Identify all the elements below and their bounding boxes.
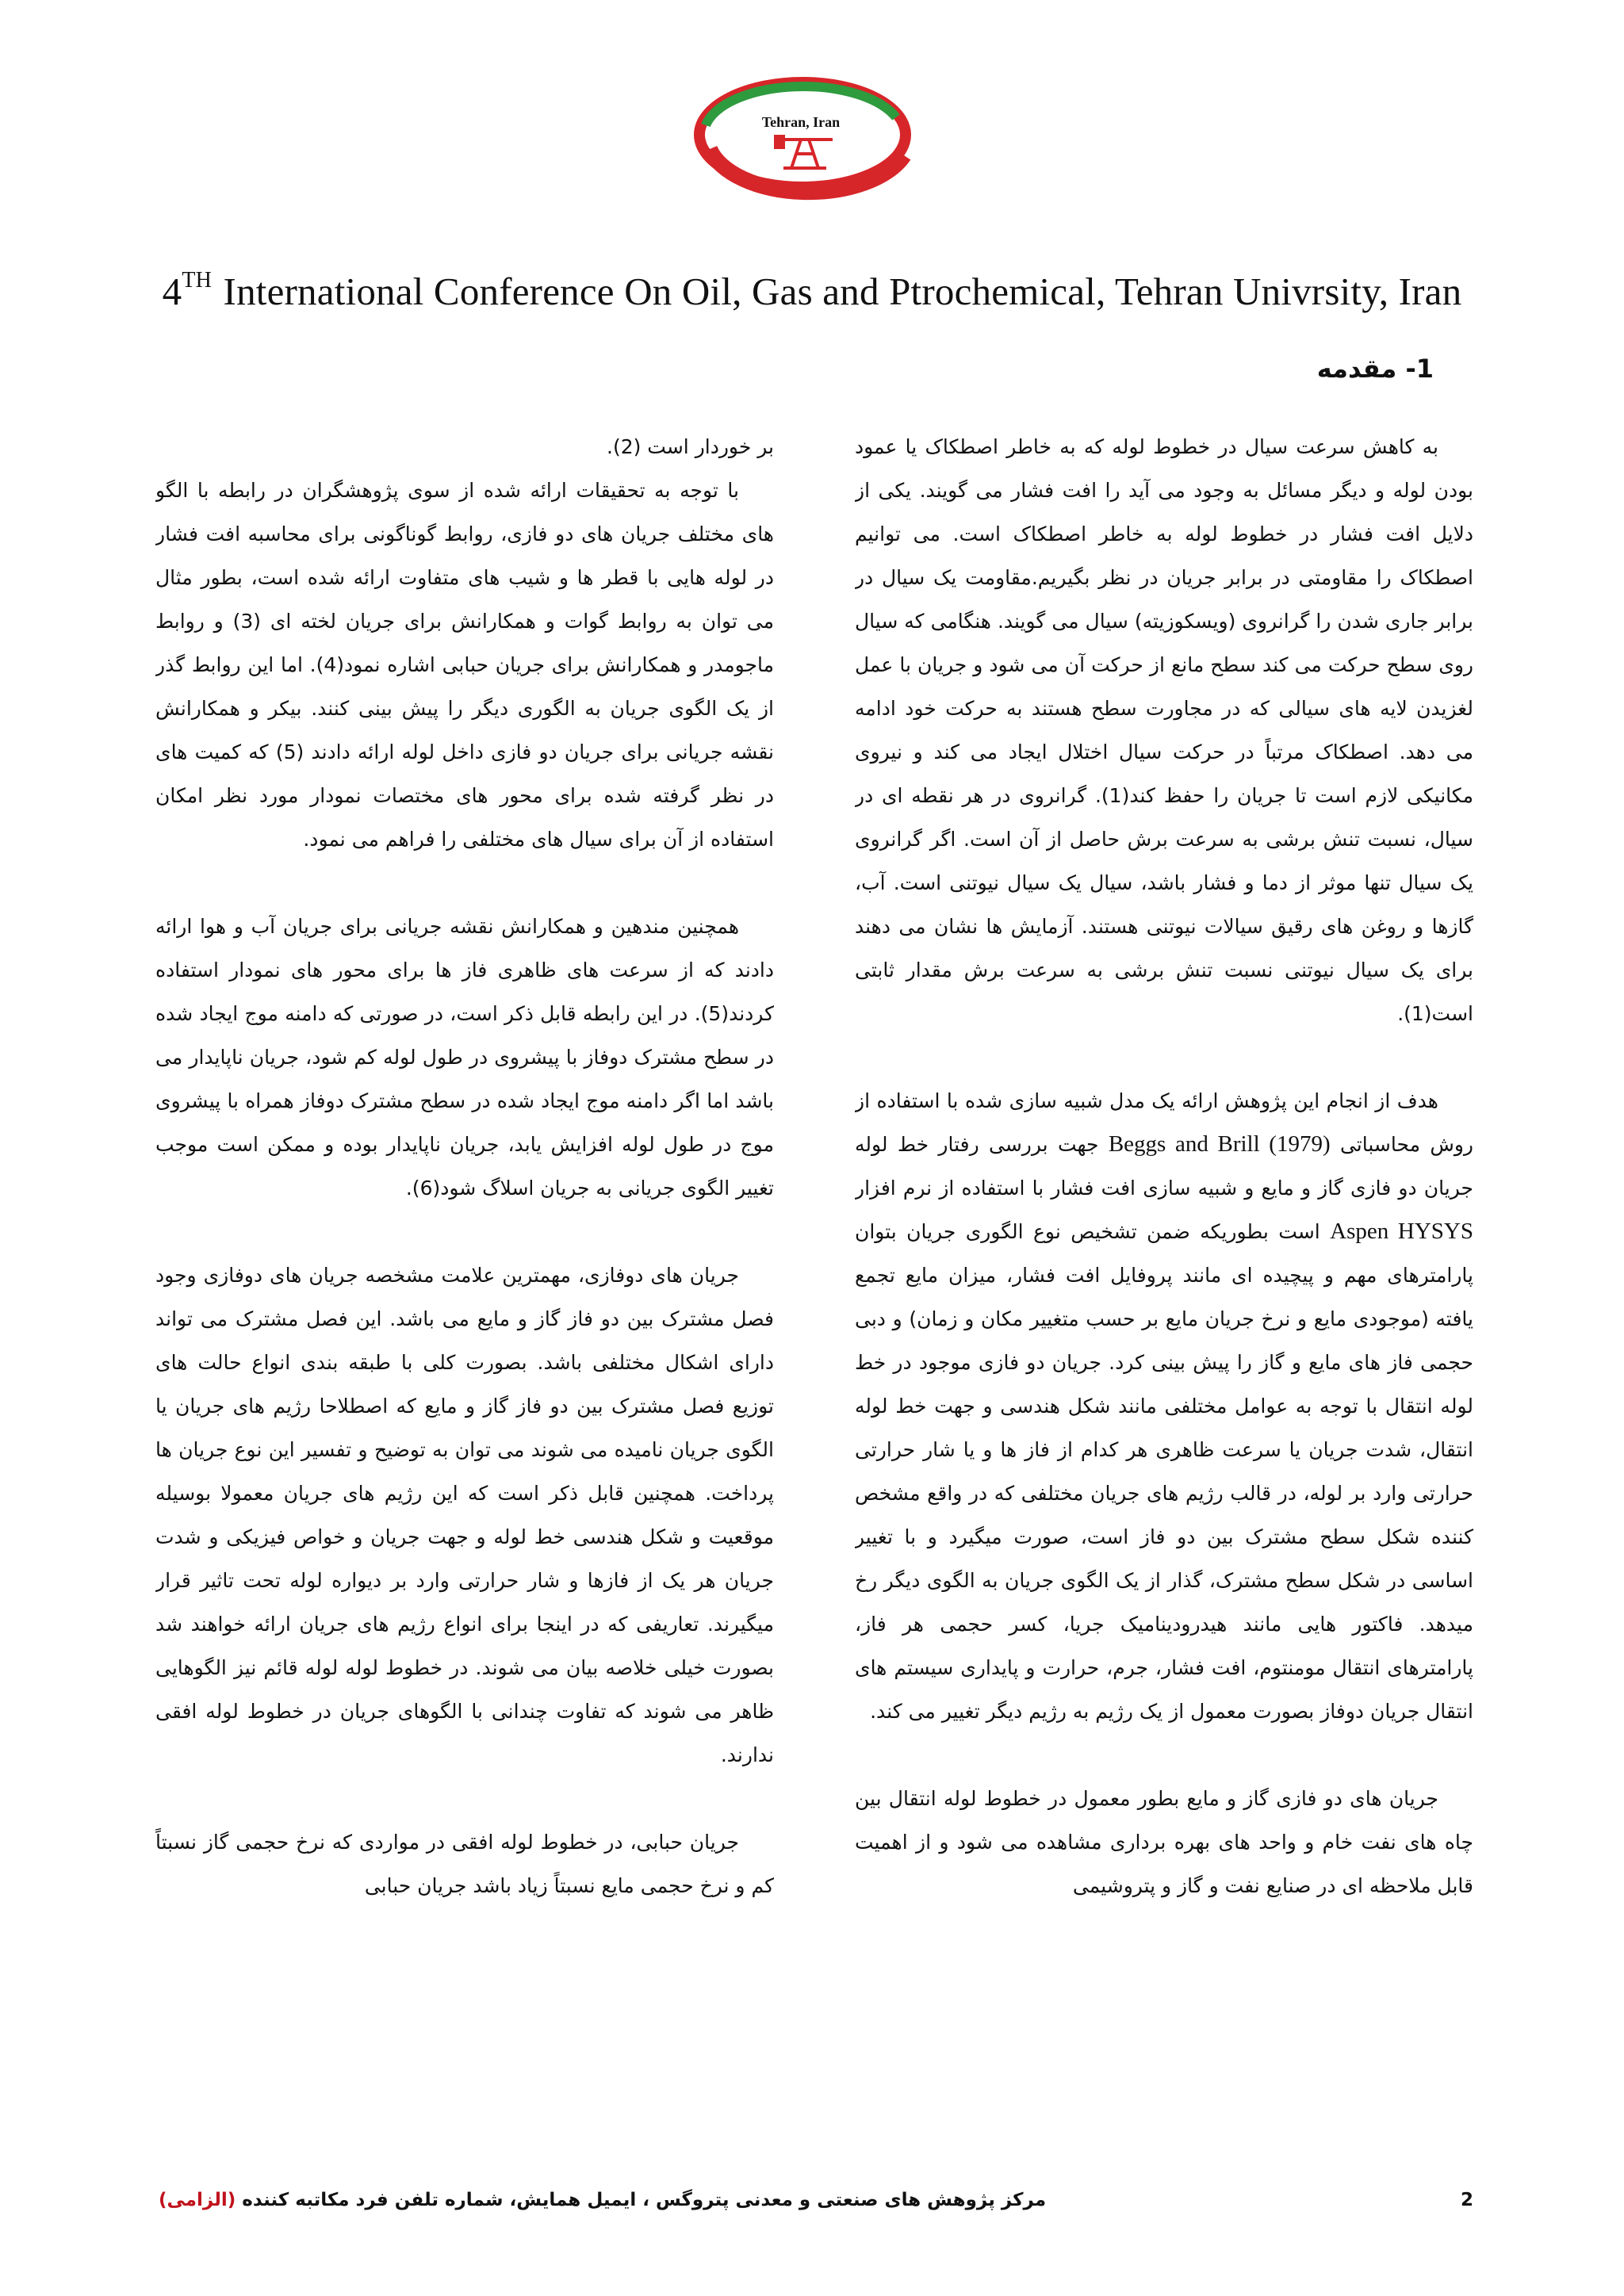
text-run: است بطوریکه ضمن تشخیص نوع الگوری جریان بتوان پارامترهای مهم و پیچیده ای مانند پروفایل افت فشار، میزان مایع تجمع یافته (موجودی مایع و نرخ جریان مایع بر حسب متغییر مکان و زمان) و دبی حجمی فاز های مایع و گاز را پیش بینی کرد. جریان دو فازی موجود در خط لوله انتقال با توجه به عوامل مختلفی مانند شکل هندسی و جهت خط لوله انتقال، شدت جریان یا سرعت ظاهری هر کدام از فاز ها و یا شار حرارتی حرارتی وارد بر لوله، در قالب رژیم های جریان مختلفی که در واقع مشخص کننده شکل سطح مشترک بین دو فاز است، صورت میگیرد و با تغییر اساسی در شکل سطح مشترک، گذار از یک الگوی جریان به الگوی دیگر رخ میدهد. فاکتور هایی مانند هیدرودینامیک جریا، کسر حجمی هر فاز، پارامترهای انتقال مومنتوم، افت فشار، جرم، حرارت و پایداری سیستم های انتقال جریان دوفاز بصورت معمول از یک رژیم به رژیم دیگر تغییر می کند. <box>855 1220 1473 1723</box>
text-run: جهت بررسی رفتار خط لوله جریان دو فازی گاز و مایع و شبیه سازی افت فشار با استفاده از نرم افزار <box>855 1133 1473 1200</box>
logo-text: Tehran, Iran <box>761 114 841 130</box>
footer-info: مرکز پژوهش های صنعتی و معدنی پتروگس ، ایمیل همایش، شماره تلفن فرد مکاتبه کننده <box>242 2190 1047 2210</box>
paragraph: همچنین مندهین و همکارانش نقشه جریانی برای جریان آب و هوا ارائه دادند که از سرعت های ظاهری فاز ها برای محور های نمودار استفاده کردند(5). در این رابطه قابل ذکر است، در صورتی که دامنه موج ایجاد شده در سطح مشترک دوفاز با پیشروی در طول لوله کم شود، جریان ناپایدار می باشد اما اگر دامنه موج ایجاد شده در سطح مشترک دوفاز همراه با پیشروی موج در طول لوله افزایش یابد، جریان ناپایدار بوده و ممکن است موجب تغییر الگوی جریانی به جریان اسلاگ شود(6). <box>155 915 774 1200</box>
conference-title-text: International Conference On Oil, Gas and Ptrochemical, Tehran Univrsity, Iran <box>223 270 1462 313</box>
paragraph <box>855 1079 1473 1733</box>
left-column <box>155 425 774 2042</box>
footer-text <box>159 2190 1046 2210</box>
section-heading: 1- مقدمه <box>1316 354 1434 384</box>
conference-title <box>0 268 1624 314</box>
paragraph: جریان های دو فازی گاز و مایع بطور معمول در خطوط لوله انتقال بین چاه های نفت خام و واحد های بهره برداری مشاهده می شود و از اهمیت قابل ملاحظه ای در صنایع نفت و گاز و پتروشیمی <box>855 1787 1473 1897</box>
text-run: هدف از انجام این پژوهش ارائه یک مدل شبیه سازی شده با استفاده از روش محاسباتی <box>855 1089 1473 1156</box>
page-footer <box>159 2190 1473 2210</box>
right-column <box>855 425 1473 2042</box>
method-name: Beggs and Brill (1979) <box>1108 1131 1331 1157</box>
conference-ordinal: TH <box>182 268 213 293</box>
conference-logo <box>682 62 920 220</box>
conference-number: 4 <box>162 270 182 313</box>
paragraph: بر خوردار است (2). <box>607 435 774 458</box>
footer-required: (الزامی) <box>159 2190 236 2210</box>
logo-graphic <box>682 62 920 220</box>
paragraph: با توجه به تحقیقات ارائه شده از سوی پژوهشگران در رابطه با الگو های مختلف جریان های دو فازی، روابط گوناگونی برای محاسبه افت فشار در لوله هایی با قطر ها و شیب های متفاوت ارائه شده است، بطور مثال می توان به روابط گوات و همکارانش برای جریان لخته ای (3) و روابط ماجومدر و همکارانش برای جریان حبابی اشاره نمود(4). اما این روابط گذر از یک الگوی جریان به الگوری دیگر را پیش بینی کنند. بیکر و همکارانش نقشه جریانی برای جریان دو فازی داخل لوله ارائه دادند (5) که کمیت های در نظر گرفته شده برای محور های مختصات نمودار مورد نظر امکان استفاده از آن برای سیال های مختلفی را فراهم می نمود. <box>155 479 774 851</box>
paragraph: جریان های دوفازی، مهمترین علامت مشخصه جریان های دوفازی وجود فصل مشترک بین دو فاز گاز و مایع می باشد. این فصل مشترک می تواند دارای اشکال مختلفی باشد. بصورت کلی با طبقه بندی انواع حالت های توزیع فصل مشترک بین دو فاز گاز و مایع که اصطلاحا رژیم های جریان یا الگوی جریان نامیده می شوند می توان به توضیح و تفسیر این نوع جریان ها پرداخت. همچنین قابل ذکر است که این رژیم های جریان معمولا بوسیله موقعیت و شکل هندسی خط لوله و جهت جریان و خواص فیزیکی و شدت جریان هر یک از فازها و شار حرارتی وارد بر دیواره لوله تحت تاثیر قرار میگیرند. تعاریفی که در اینجا برای انواع رژیم های جریان ارائه خواهند شد بصورت خیلی خلاصه بیان می شوند. در خطوط لوله لوله قائم نیز الگوهایی ظاهر می شوند که تفاوت چندانی با الگوهای جریان در خطوط لوله افقی ندارند. <box>155 1264 774 1766</box>
page-number: 2 <box>1460 2190 1473 2210</box>
paragraph: جریان حبابی، در خطوط لوله افقی در مواردی که نرخ حجمی گاز نسبتاً کم و نرخ حجمی مایع نسبتاً زیاد باشد جریان حبابی <box>155 1831 774 1897</box>
paragraph: به کاهش سرعت سیال در خطوط لوله که به خاطر اصطکاک یا عمود بودن لوله و دیگر مسائل به وجود می آید را افت فشار می گویند. یکی از دلایل افت فشار در خطوط لوله به خاطر اصطکاک است. می توانیم اصطکاک را مقاومتی در برابر جریان در نظر بگیریم.مقاومت یک سیال در برابر جاری شدن را گرانروی (ویسکوزیته) سیال می گویند. هنگامی که سیال روی سطح حرکت می کند سطح مانع از حرکت آن می شود و جریان با عمل لغزیدن لایه های سیالی که در مجاورت سطح هستند به حرکت خود ادامه می دهد. اصطکاک مرتباً در حرکت سیال اختلال ایجاد می کند و نیروی مکانیکی لازم است تا جریان را حفظ کند(1). گرانروی در هر نقطه ای در سیال، نسبت تنش برشی به سرعت برش حاصل از آن است. اگر گرانروی یک سیال تنها موثر از دما و فشار باشد، سیال یک سیال نیوتنی است. آب، گازها و روغن های رقیق سیالات نیوتنی هستند. آزمایش ها نشان می دهند برای یک سیال نیوتنی نسبت تنش برشی به سرعت برش مقدار ثابتی است(1). <box>855 435 1473 1025</box>
software-name: Aspen HYSYS <box>1330 1219 1473 1244</box>
